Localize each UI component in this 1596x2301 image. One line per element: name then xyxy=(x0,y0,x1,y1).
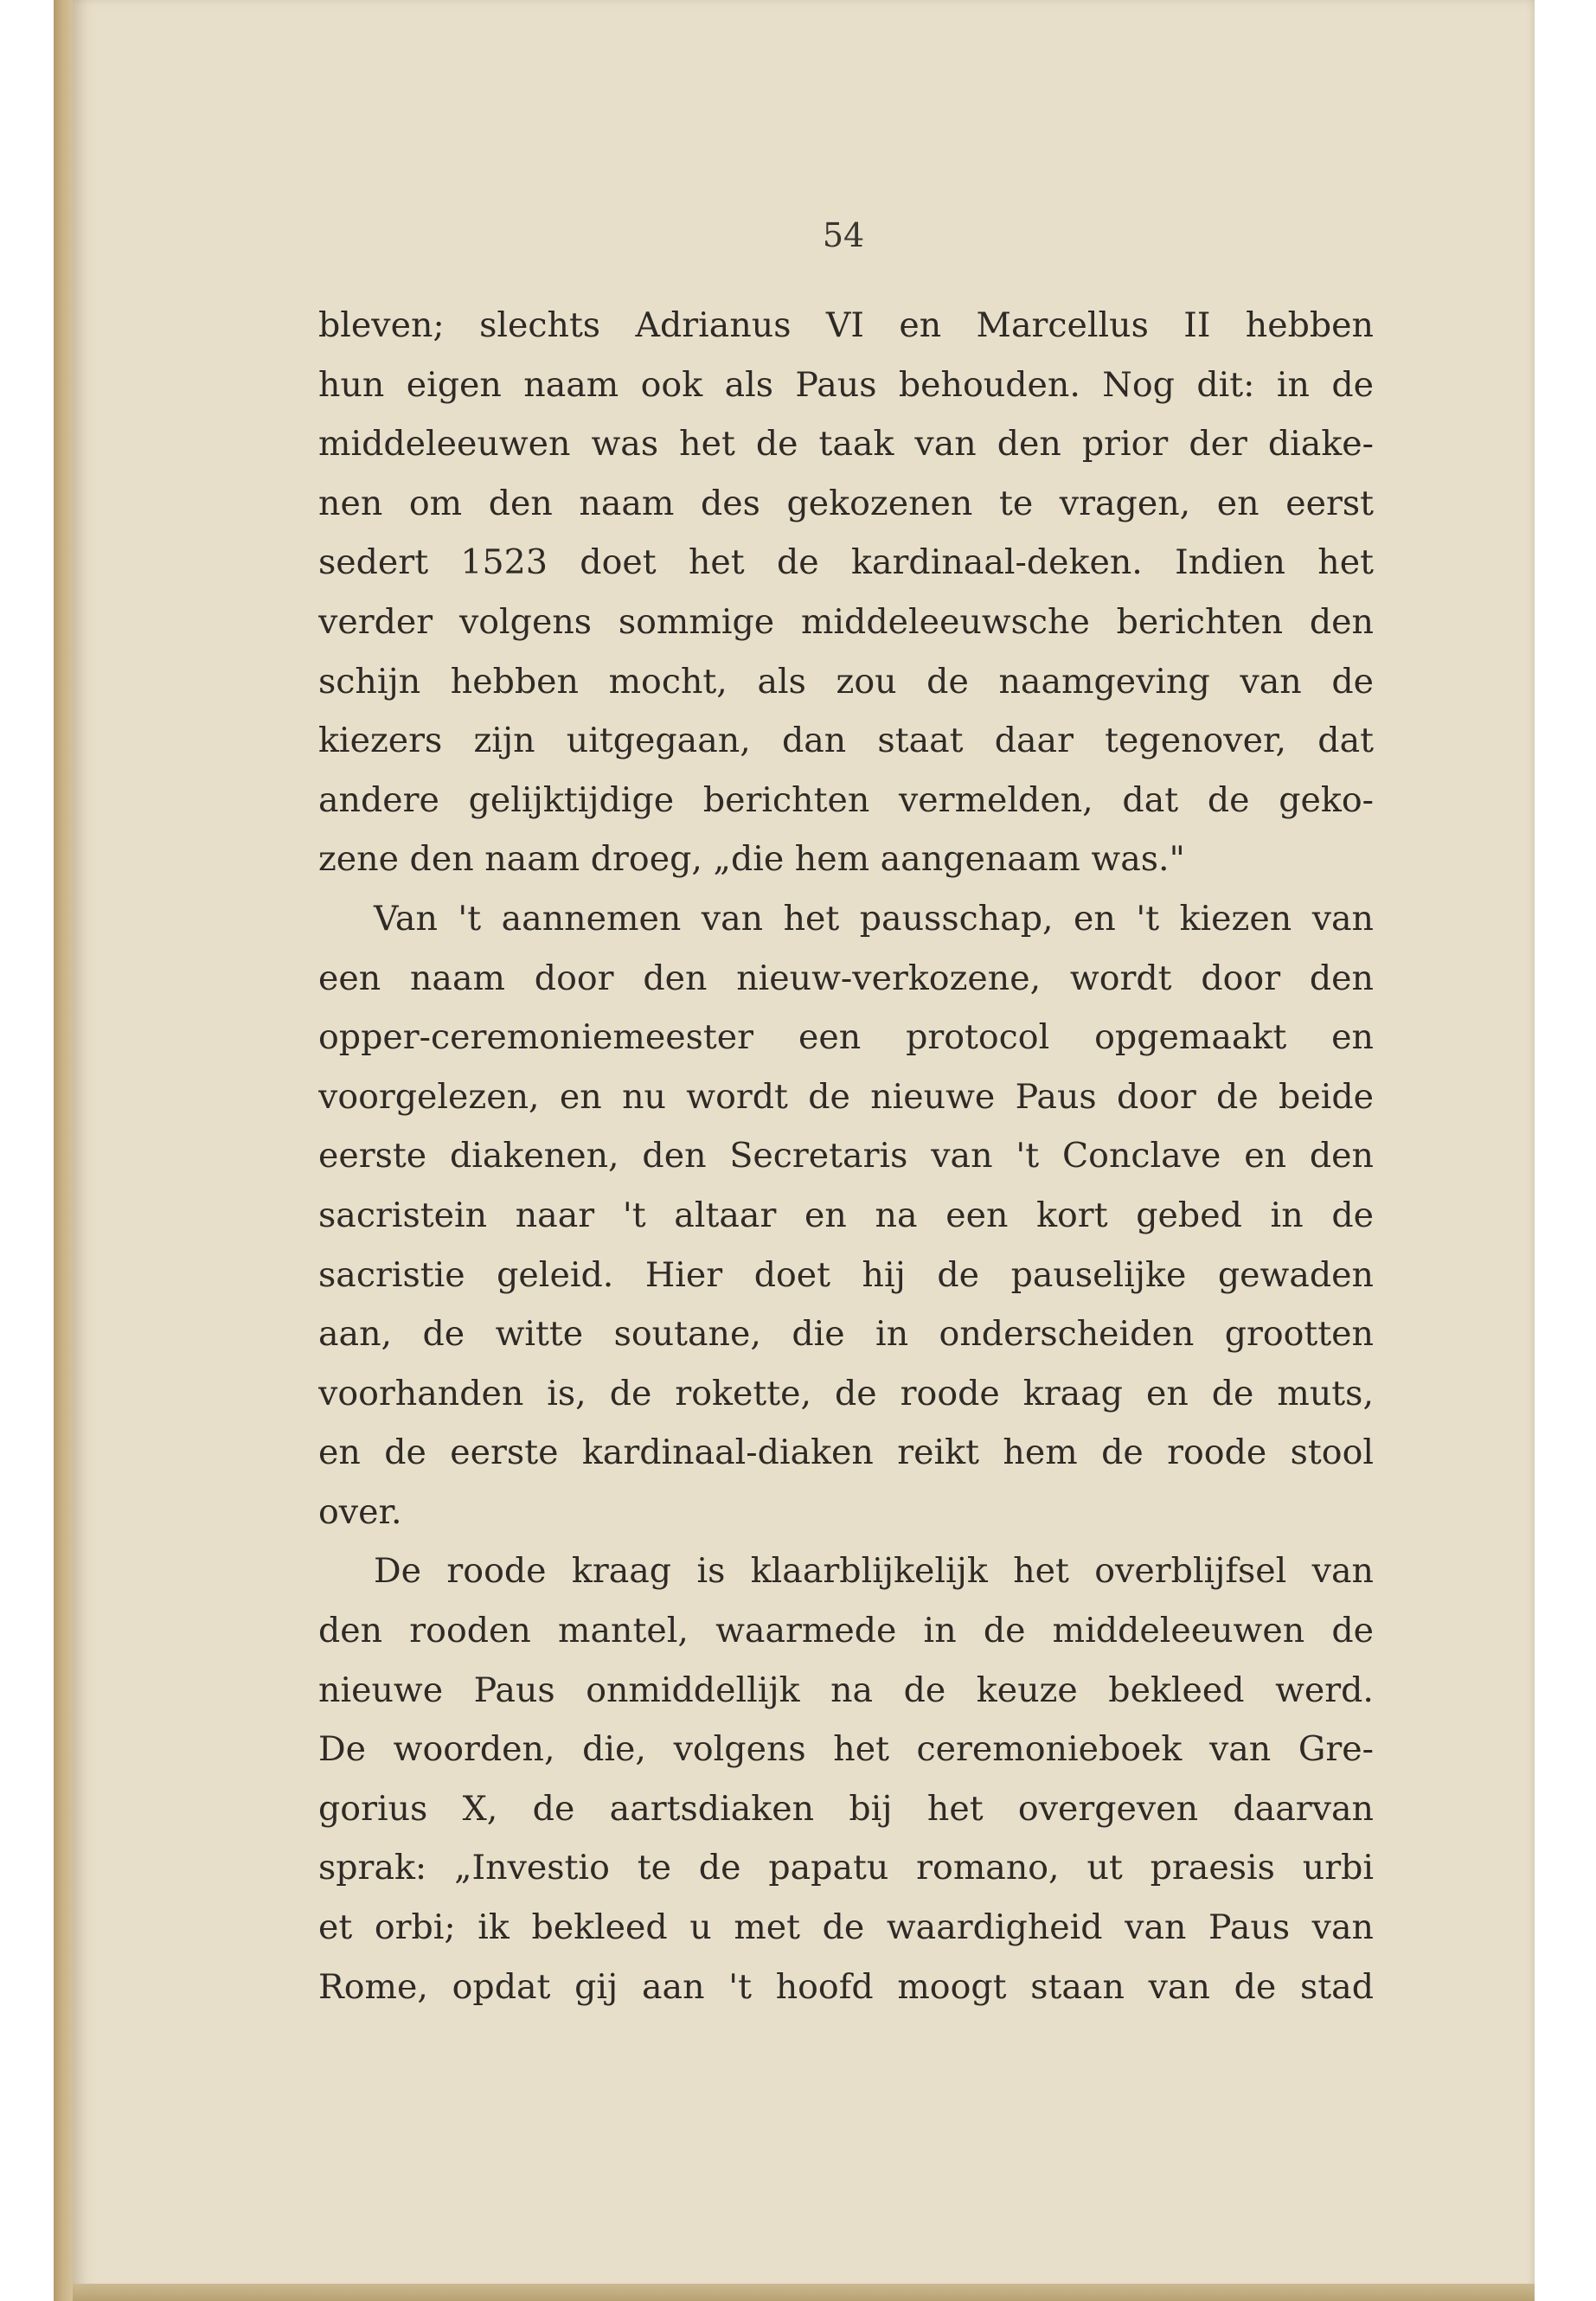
page-bottom-edge xyxy=(73,2284,1535,2301)
text-line: sedert 1523 doet het de kardinaal-deken. Indien het xyxy=(318,542,1374,583)
text-line: nieuwe Paus onmiddellijk na de keuze bekleed werd. xyxy=(318,1670,1374,1710)
text-line: bleven; slechts Adrianus VI en Marcellus II hebben xyxy=(318,305,1374,345)
text-line: verder volgens sommige middeleeuwsche berichten den xyxy=(318,601,1374,642)
text-line: sacristie geleid. Hier doet hij de pauselijke gewaden xyxy=(318,1254,1374,1295)
text-line: opper-ceremoniemeester een protocol opgemaakt en xyxy=(318,1017,1374,1058)
text-line: nen om den naam des gekozenen te vragen, en eerst xyxy=(318,483,1374,523)
text-line: kiezers zijn uitgegaan, dan staat daar tegenover, dat xyxy=(318,721,1374,761)
text-line: Van 't aannemen van het pausschap, en 't kiezen van xyxy=(374,898,1374,939)
text-line: Rome, opdat gij aan 't hoofd moogt staan van de stad xyxy=(318,1966,1374,2007)
text-line: aan, de witte soutane, die in onderscheiden grootten xyxy=(318,1314,1374,1355)
text-line: gorius X, de aartsdiaken bij het overgeven daarvan xyxy=(318,1788,1374,1829)
text-line: een naam door den nieuw-verkozene, wordt door den xyxy=(318,958,1374,998)
text-line: middeleeuwen was het de taak van den prior der diake- xyxy=(318,424,1374,465)
text-line: en de eerste kardinaal-diaken reikt hem de roode stool xyxy=(318,1433,1374,1473)
text-line: sprak: „Investio te de papatu romano, ut praesis urbi xyxy=(318,1848,1374,1888)
text-line: den rooden mantel, waarmede in de middeleeuwen de xyxy=(318,1611,1374,1651)
text-line: voorgelezen, en nu wordt de nieuwe Paus door de beide xyxy=(318,1076,1374,1117)
text-line: zene den naam droeg, „die hem aangenaam was." xyxy=(318,839,1185,880)
book-spine-edge xyxy=(54,0,74,2301)
text-line: schijn hebben mocht, als zou de naamgeving van de xyxy=(318,661,1374,702)
text-line: et orbi; ik bekleed u met de waardigheid van Paus van xyxy=(318,1907,1374,1948)
text-line: eerste diakenen, den Secretaris van 't Conclave en den xyxy=(318,1136,1374,1176)
text-line: De roode kraag is klaarblijkelijk het overblijfsel van xyxy=(374,1551,1374,1592)
page-number: 54 xyxy=(822,216,865,254)
text-line: andere gelijktijdige berichten vermelden, dat de geko- xyxy=(318,779,1374,820)
body-text xyxy=(318,296,1374,2016)
text-line: De woorden, die, volgens het ceremonieboek van Gre- xyxy=(318,1729,1374,1770)
text-line: voorhanden is, de rokette, de roode kraag en de muts, xyxy=(318,1373,1374,1413)
text-line: hun eigen naam ook als Paus behouden. Nog dit: in de xyxy=(318,364,1374,405)
text-line: sacristein naar 't altaar en na een kort gebed in de xyxy=(318,1195,1374,1235)
text-line: over. xyxy=(318,1491,402,1532)
